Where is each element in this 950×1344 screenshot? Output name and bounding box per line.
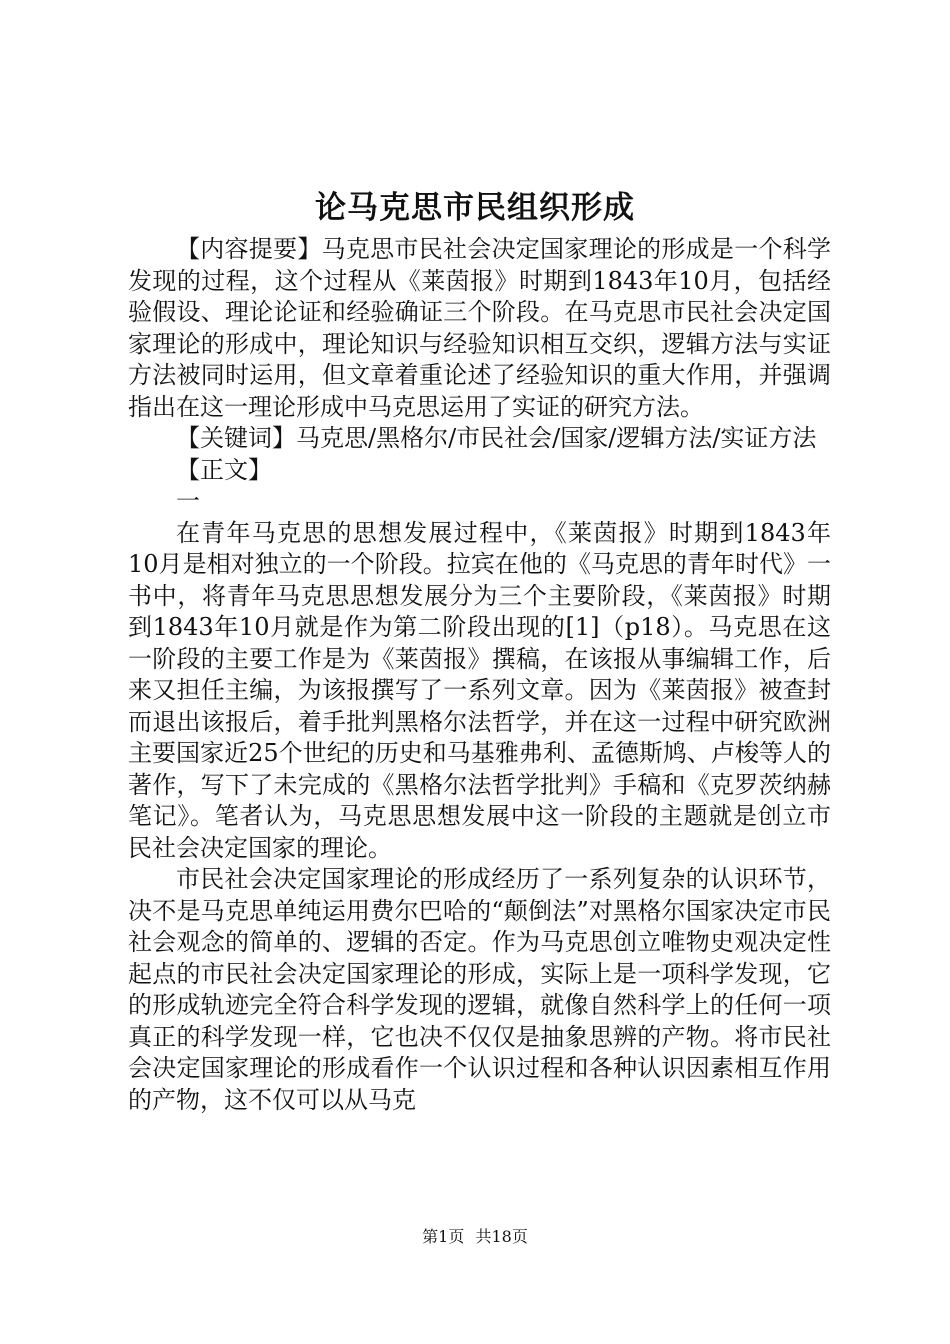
body-paragraph: 在青年马克思的思想发展过程中，《莱茵报》时期到1843年10月是相对独立的一个阶段。拉宾在他的《马克思的青年时代》一书中，将青年马克思思想发展分为三个主要阶段，《莱茵报》时期到1843年10月就是作为第二阶段出现的[1]（p18）。马克思在这一阶段的主要工作是为《莱茵报》撰稿，在该报从事编辑工作，后来又担任主编，为该报撰写了一系列文章。因为《莱茵报》被查封而退出该报后，着手批判黑格尔法哲学，并在这一过程中研究欧洲主要国家近25个世纪的历史和马基雅弗利、孟德斯鸠、卢梭等人的著作，写下了未完成的《黑格尔法哲学批判》手稿和《克罗茨纳赫笔记》。笔者认为，马克思思想发展中这一阶段的主题就是创立市民社会决定国家的理论。: [128, 518, 831, 862]
keywords-paragraph: 【关键词】马克思/黑格尔/市民社会/国家/逻辑方法/实证方法: [176, 424, 817, 452]
document-title: 论马克思市民组织形成: [315, 190, 635, 226]
page-footer: [0, 1226, 950, 1248]
document-body: [128, 234, 831, 1116]
abstract-paragraph: 【内容提要】马克思市民社会决定国家理论的形成是一个科学发现的过程，这个过程从《莱茵报》时期到1843年10月，包括经验假设、理论论证和经验确证三个阶段。在马克思市民社会决定国家理论的形成中，理论知识与经验知识相互交织，逻辑方法与实证方法被同时运用，但文章着重论述了经验知识的重大作用，并强调指出在这一理论形成中马克思运用了实证的研究方法。: [128, 235, 831, 421]
body-paragraph: 市民社会决定国家理论的形成经历了一系列复杂的认识环节，决不是马克思单纯运用费尔巴哈的“颠倒法”对黑格尔国家决定市民社会观念的简单的、逻辑的否定。作为马克思创立唯物史观决定性起点的市民社会决定国家理论的形成，实际上是一项科学发现，它的形成轨迹完全符合科学发现的逻辑，就像自然科学上的任何一项真正的科学发现一样，它也决不仅仅是抽象思辨的产物。将市民社会决定国家理论的形成看作一个认识过程和各种认识因素相互作用的产物，这不仅可以从马克: [128, 865, 831, 1114]
section-number: 一: [176, 487, 200, 515]
page-number: 第1页: [422, 1227, 465, 1246]
body-heading: 【正文】: [176, 455, 272, 484]
page-total: 共18页: [475, 1227, 528, 1246]
